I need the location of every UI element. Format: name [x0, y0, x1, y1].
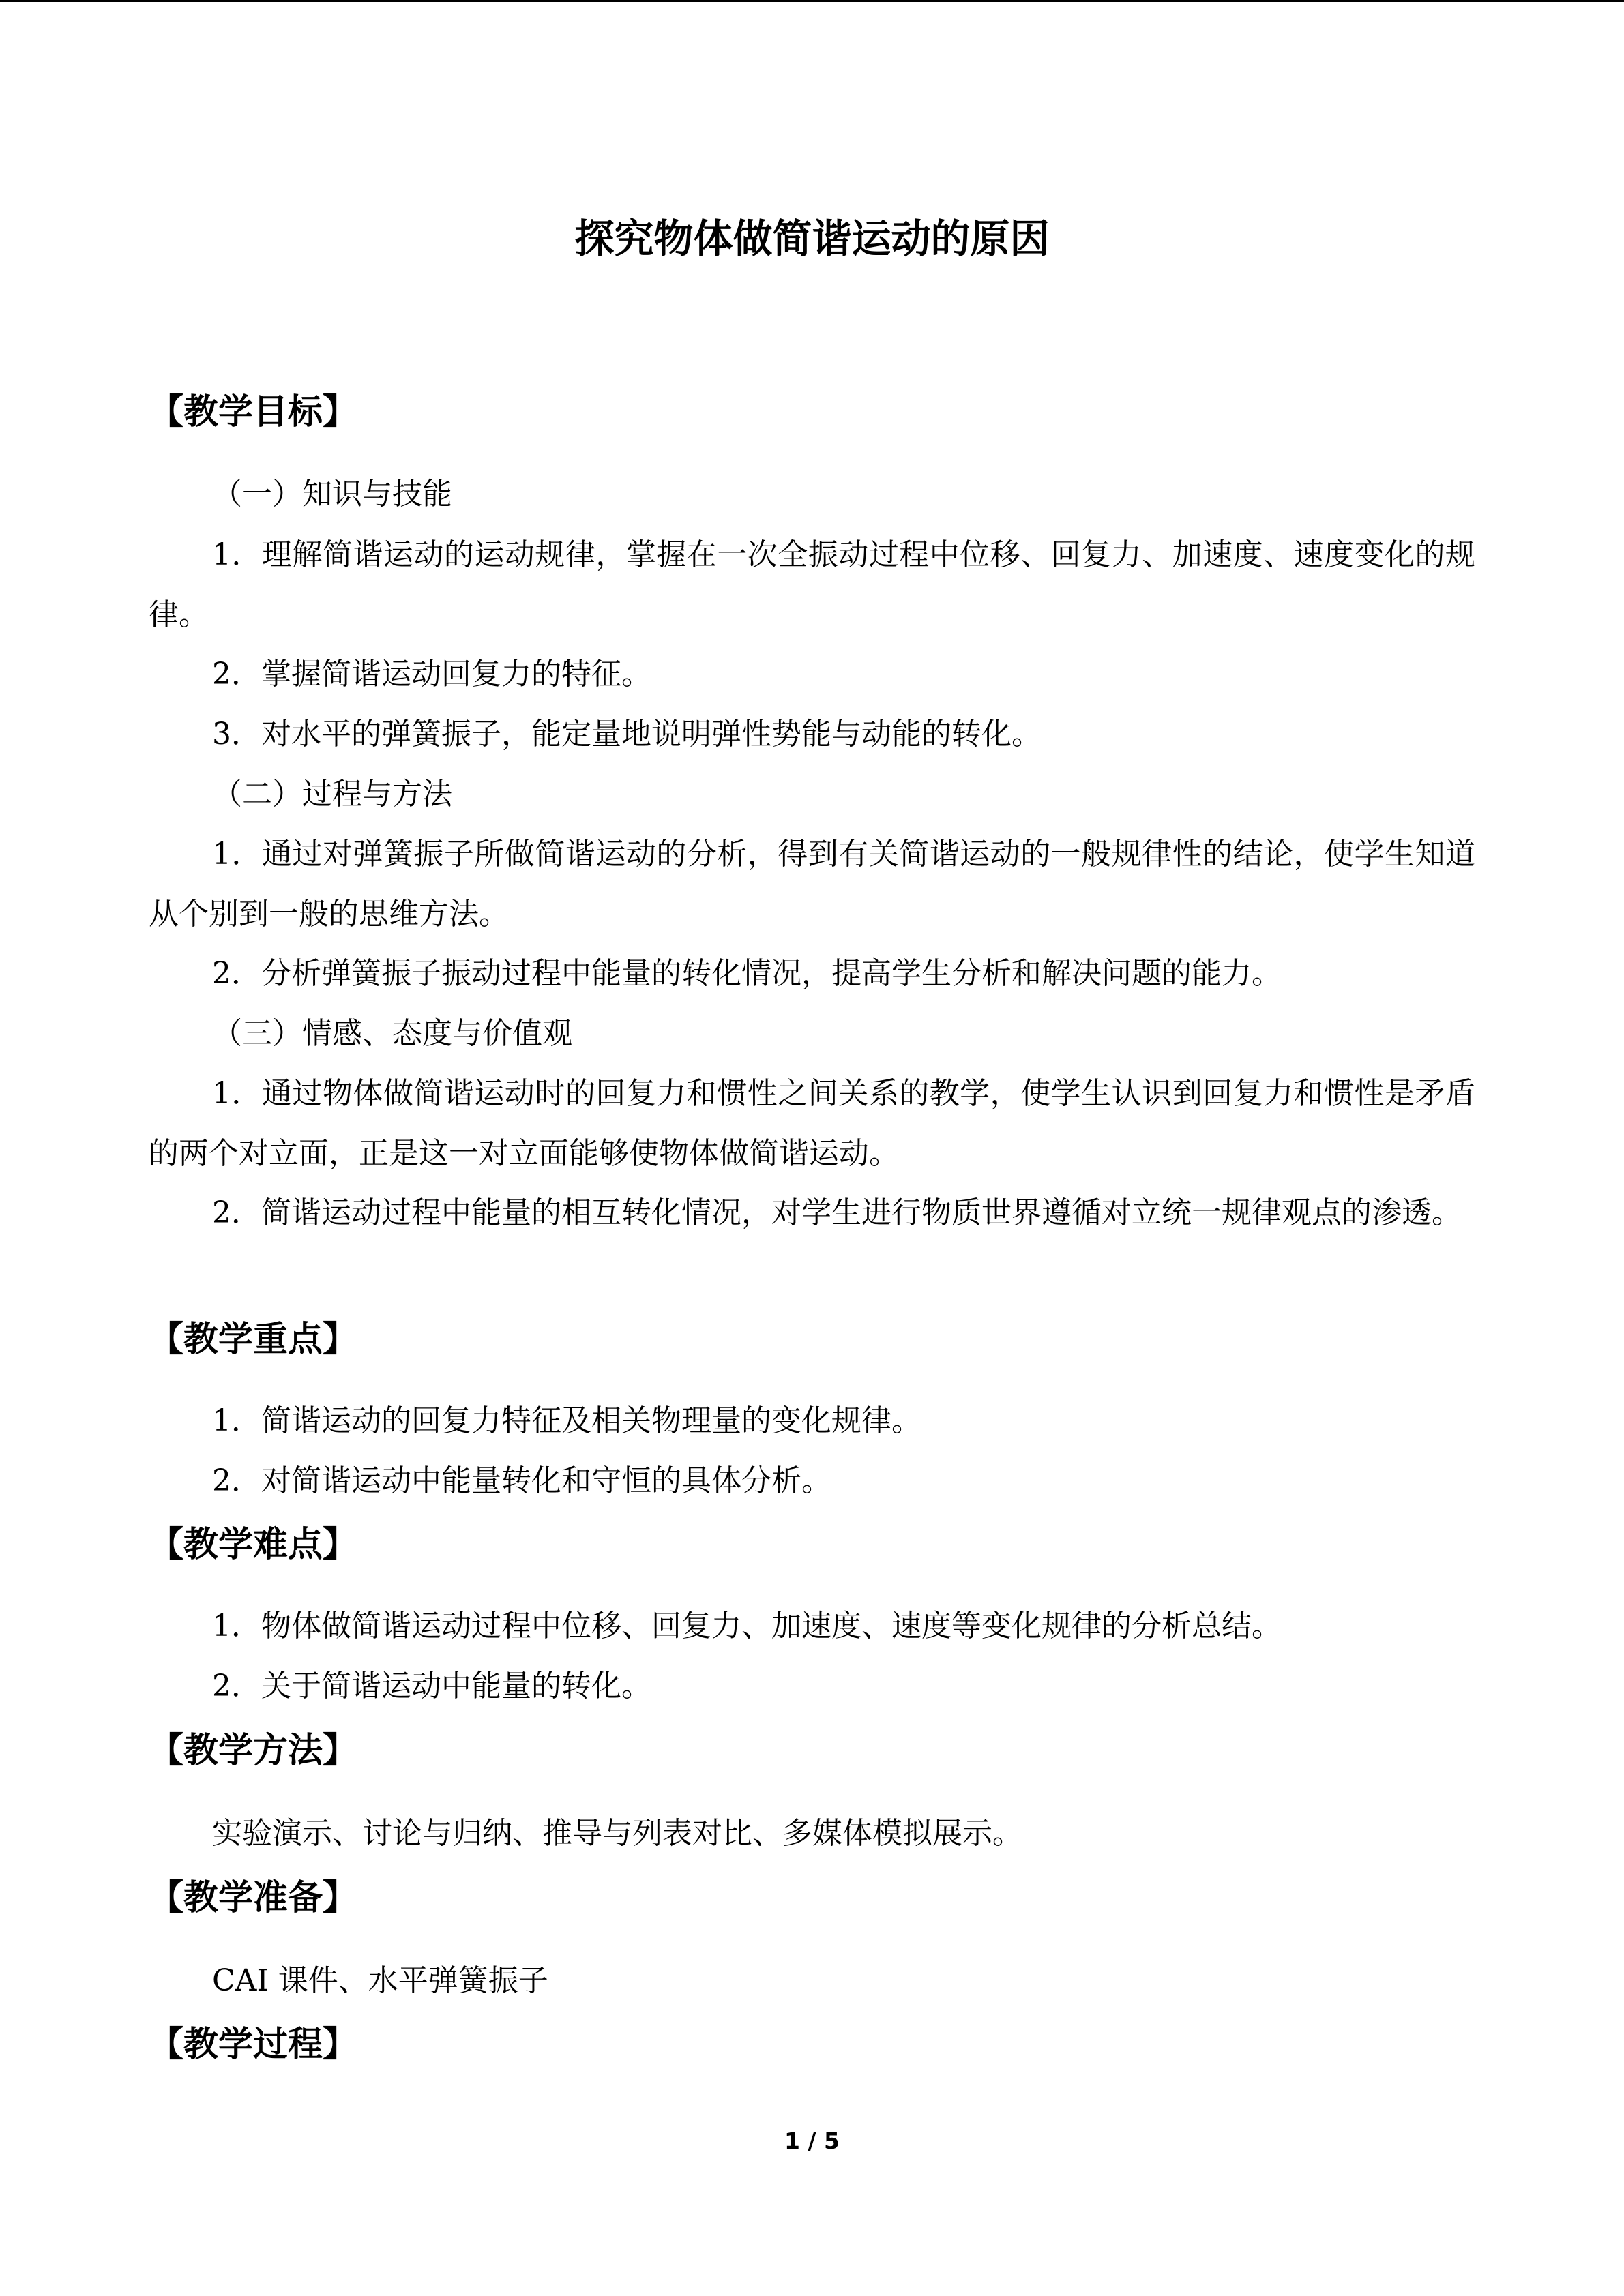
process-section-heading: 【教学过程】	[149, 2025, 358, 2065]
knowledge-subheading: （一）知识与技能	[212, 477, 452, 511]
page-title: 探究物体做简谐运动的原因	[574, 215, 1050, 262]
emotion-subheading: （三）情感、态度与价值观	[212, 1016, 572, 1051]
document-page	[149, 0, 1475, 2296]
knowledge-item-3: 3．对水平的弹簧振子，能定量地说明弹性势能与动能的转化。	[212, 717, 1042, 751]
emotion-item-2: 2．简谐运动过程中能量的相互转化情况，对学生进行物质世界遵循对立统一规律观点的渗透。	[212, 1195, 1462, 1230]
methods-heading: 【教学方法】	[149, 1731, 358, 1771]
emotion-item-1: 1．通过物体做简谐运动时的回复力和惯性之间关系的教学，使学生认识到回复力和惯性是矛盾的两个对立面，正是这一对立面能够使物体做简谐运动。	[149, 1076, 1475, 1171]
key-point-item-1: 1．简谐运动的回复力特征及相关物理量的变化规律。	[212, 1403, 921, 1438]
preparation-heading: 【教学准备】	[149, 1878, 358, 1918]
knowledge-item-1: 1．理解简谐运动的运动规律，掌握在一次全振动过程中位移、回复力、加速度、速度变化的规律。	[149, 537, 1475, 632]
process-item-2: 2．分析弹簧振子振动过程中能量的转化情况，提高学生分析和解决问题的能力。	[212, 956, 1282, 991]
difficulty-item-1: 1．物体做简谐运动过程中位移、回复力、加速度、速度等变化规律的分析总结。	[212, 1609, 1282, 1643]
key-point-item-2: 2．对简谐运动中能量转化和守恒的具体分析。	[212, 1463, 831, 1498]
preparation-text: CAI 课件、水平弹簧振子	[212, 1963, 548, 1998]
methods-text: 实验演示、讨论与归纳、推导与列表对比、多媒体模拟展示。	[212, 1816, 1022, 1851]
difficulty-item-2: 2．关于简谐运动中能量的转化。	[212, 1669, 651, 1703]
process-item-1: 1．通过对弹簧振子所做简谐运动的分析，得到有关简谐运动的一般规律性的结论，使学生知道从个别到一般的思维方法。	[149, 837, 1475, 931]
process-subheading: （二）过程与方法	[212, 777, 452, 811]
difficulties-heading: 【教学难点】	[149, 1525, 358, 1565]
objectives-heading: 【教学目标】	[149, 392, 358, 432]
key-points-heading: 【教学重点】	[149, 1320, 358, 1360]
knowledge-item-2: 2．掌握简谐运动回复力的特征。	[212, 657, 651, 691]
page-number: 1 / 5	[784, 2128, 840, 2154]
